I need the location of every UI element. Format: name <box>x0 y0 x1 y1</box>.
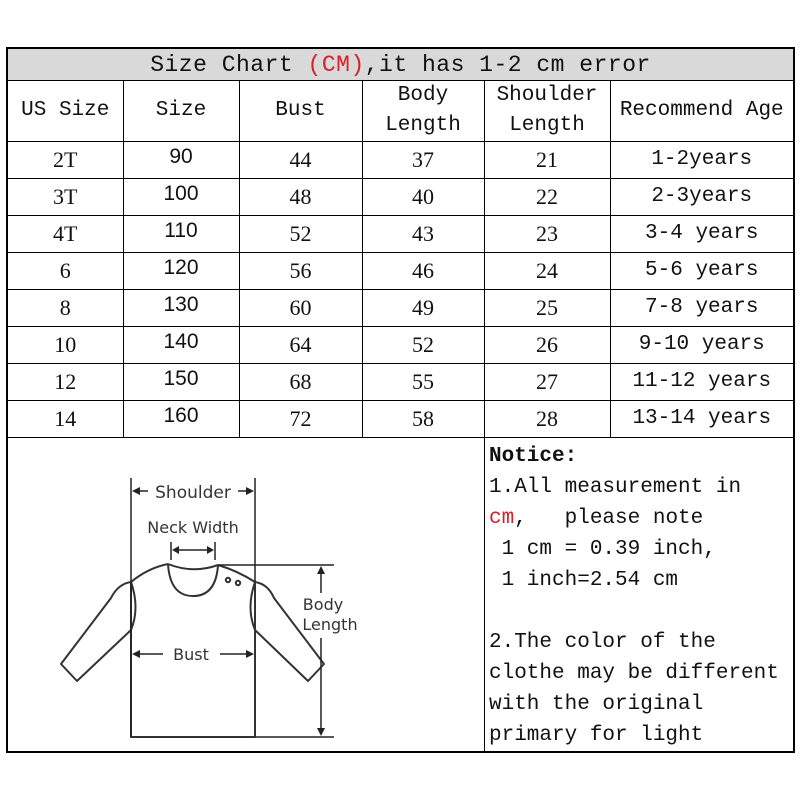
label-bust: Bust <box>173 645 209 664</box>
header-shoulder-length: Shoulder Length <box>484 81 610 142</box>
cell-us-size: 3T <box>8 179 123 216</box>
notice-item2-line2: clothe may be different <box>489 662 779 685</box>
table-row <box>8 364 793 401</box>
title-prefix: Size Chart <box>150 52 294 78</box>
table-row <box>8 290 793 327</box>
bottom-section <box>8 437 793 752</box>
cell-shoulder-length: 26 <box>484 327 610 364</box>
notice-item1-line1: 1.All measurement in <box>489 476 742 499</box>
cell-body-length: 37 <box>362 142 484 179</box>
table-row <box>8 216 793 253</box>
cell-us-size: 12 <box>8 364 123 401</box>
cell-age: 2-3years <box>610 179 793 216</box>
table-row <box>8 142 793 179</box>
header-bust: Bust <box>239 81 362 142</box>
cell-us-size: 4T <box>8 216 123 253</box>
cell-bust: 56 <box>239 253 362 290</box>
cell-age: 1-2years <box>610 142 793 179</box>
cell-us-size: 14 <box>8 401 123 438</box>
table-row <box>8 253 793 290</box>
notice-panel <box>485 438 793 752</box>
cell-size: 90 <box>123 142 239 179</box>
sweater-diagram-icon <box>8 438 484 752</box>
notice-cm-highlight: cm <box>489 507 515 530</box>
table-row <box>8 401 793 438</box>
cell-shoulder-length: 22 <box>484 179 610 216</box>
label-shoulder: Shoulder <box>155 483 231 503</box>
cell-bust: 72 <box>239 401 362 438</box>
cell-size: 130 <box>123 290 239 327</box>
size-chart <box>6 47 795 753</box>
cell-body-length: 49 <box>362 290 484 327</box>
notice-item2-line1: 2.The color of the <box>489 631 716 654</box>
cell-size: 100 <box>123 179 239 216</box>
cell-body-length: 55 <box>362 364 484 401</box>
cell-age: 5-6 years <box>610 253 793 290</box>
notice-item1-line2: cm, please note <box>489 507 704 530</box>
cell-age: 7-8 years <box>610 290 793 327</box>
cell-bust: 52 <box>239 216 362 253</box>
title-unit: (CM) <box>307 52 365 78</box>
header-us-size: US Size <box>8 81 123 142</box>
chart-title <box>8 49 793 81</box>
cell-body-length: 43 <box>362 216 484 253</box>
cell-age: 3-4 years <box>610 216 793 253</box>
cell-shoulder-length: 24 <box>484 253 610 290</box>
label-body: Body <box>302 595 344 614</box>
table-row <box>8 327 793 364</box>
cell-size: 140 <box>123 327 239 364</box>
cell-us-size: 6 <box>8 253 123 290</box>
cell-shoulder-length: 21 <box>484 142 610 179</box>
cell-shoulder-length: 27 <box>484 364 610 401</box>
header-body-length: Body Length <box>362 81 484 142</box>
cell-body-length: 58 <box>362 401 484 438</box>
cell-size: 110 <box>123 216 239 253</box>
cell-age: 11-12 years <box>610 364 793 401</box>
cell-size: 150 <box>123 364 239 401</box>
header-recommend-age: Recommend Age <box>610 81 793 142</box>
cell-bust: 64 <box>239 327 362 364</box>
cell-body-length: 46 <box>362 253 484 290</box>
cell-age: 13-14 years <box>610 401 793 438</box>
cell-body-length: 40 <box>362 179 484 216</box>
header-row <box>8 81 793 142</box>
measurement-diagram <box>8 438 485 752</box>
notice-item1-line4: 1 inch=2.54 cm <box>489 569 679 592</box>
notice-heading: Notice: <box>489 445 578 468</box>
cell-us-size: 8 <box>8 290 123 327</box>
notice-item1-line3: 1 cm = 0.39 inch, <box>489 538 716 561</box>
cell-size: 160 <box>123 401 239 438</box>
notice-item2-line4: primary for light <box>489 724 704 747</box>
label-neck-width: Neck Width <box>147 518 239 537</box>
title-suffix: ,it has 1-2 cm error <box>364 52 651 78</box>
cell-shoulder-length: 25 <box>484 290 610 327</box>
cell-us-size: 10 <box>8 327 123 364</box>
cell-bust: 60 <box>239 290 362 327</box>
cell-body-length: 52 <box>362 327 484 364</box>
notice-item2-line3: with the original <box>489 693 704 716</box>
label-length: Length <box>302 615 358 634</box>
cell-us-size: 2T <box>8 142 123 179</box>
cell-bust: 68 <box>239 364 362 401</box>
size-table <box>8 81 793 438</box>
table-row <box>8 179 793 216</box>
header-size: Size <box>123 81 239 142</box>
cell-bust: 44 <box>239 142 362 179</box>
cell-bust: 48 <box>239 179 362 216</box>
cell-size: 120 <box>123 253 239 290</box>
cell-shoulder-length: 28 <box>484 401 610 438</box>
cell-age: 9-10 years <box>610 327 793 364</box>
cell-shoulder-length: 23 <box>484 216 610 253</box>
